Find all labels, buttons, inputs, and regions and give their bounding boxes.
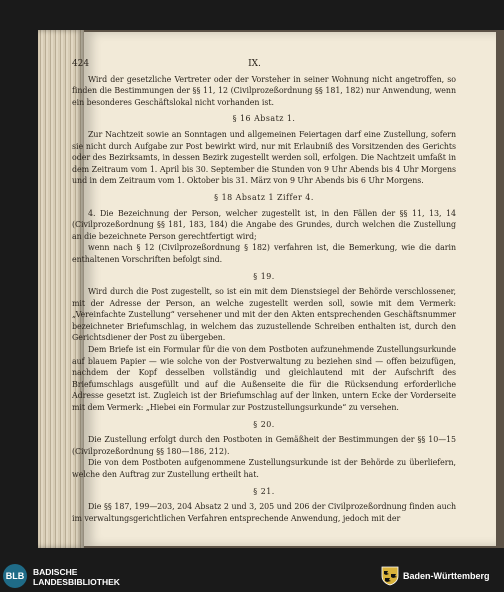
baden-wuerttemberg-emblem-icon (381, 566, 399, 586)
page-text (72, 59, 456, 524)
library-name-line2: LANDESBIBLIOTHEK (33, 577, 120, 587)
library-name[interactable] (33, 567, 120, 587)
page-header (72, 59, 456, 71)
blb-logo-icon[interactable] (3, 564, 27, 588)
heading-16: § 16 Absatz 1. (232, 114, 296, 124)
blb-logo-text: BLB (5, 571, 25, 581)
section-number: IX. (248, 59, 261, 69)
heading-19: § 19. (253, 271, 275, 281)
paragraph-20-a: Die Zustellung erfolgt durch den Postboten in Gemäßheit der Bestimmungen der §§ 10—15 (Civilprozeßordnung §§ 180—186, 212). (72, 435, 456, 456)
library-name-line1: BADISCHE (33, 567, 78, 577)
viewer-footer (0, 560, 504, 592)
paragraph-16: Zur Nachtzeit sowie an Sonntagen und allgemeinen Feiertagen darf eine Zustellung, sofern sie nicht durch Aufgabe zur Post bewirkt wird, nur mit Erlaubniß des Vorsitzenden des Gerichts oder des Bezirksamts, in dessen Bezirk zugestellt werden soll, erfolgen. Die Nachtzeit umfaßt in dem Zeitraum vom 1. April bis 30. September die Stunden von 9 Uhr Abends bis 4 Uhr Morgens und in dem Zeitraum vom 1. Oktober bis 31. März von 9 Uhr Abends bis 6 Uhr Morgens. (72, 129, 456, 186)
paragraph-19-b: Dem Briefe ist ein Formular für die von dem Postboten aufzunehmende Zustellungsurkunde auf blauem Papier — wie solche von der Postverwaltung zu beziehen sind — offen beizufügen, nachdem der Kopf desselben vollständig und gleichlautend mit der Aufschrift des Briefumschlags ausgefüllt und auf die Außenseite die für die Rücksendung erforderliche Adresse gesetzt ist. Zugleich ist der Briefumschlag auf der linken, untern Ecke der Vorderseite mit dem Vermerk: „Hiebei ein Formular zur Postzustellungsurkunde“ zu versehen. (72, 345, 456, 413)
heading-18: § 18 Absatz 1 Ziffer 4. (214, 192, 314, 202)
page-number: 424 (72, 59, 90, 69)
paragraph-20-b: Die von dem Postboten aufgenommene Zustellungsurkunde ist der Behörde zu überliefern, welche den Auftrag zur Zustellung ertheilt hat. (72, 458, 456, 479)
paragraph-19-a: Wird durch die Post zugestellt, so ist ein mit dem Dienstsiegel der Behörde verschlossener, mit der Adresse der Person, an welche zugestellt werden soll, sowie mit dem Vermerk: „Vereinfachte Zustellung“ versehener und mit der den Akten entsprechenden Geschäftsnummer bezeichneter Briefumschlag, in welchem das zuzustellende Schreiben enthalten ist, durch den Gerichtsdiener der Post zu übergeben. (72, 287, 456, 343)
heading-20: § 20. (253, 419, 275, 429)
paragraph-18-cont: wenn nach § 12 (Civilprozeßordnung § 182) verfahren ist, die Bemerkung, wie die darin enthaltenen Vorschriften befolgt sind. (72, 243, 456, 264)
state-name[interactable]: Baden-Württemberg (403, 571, 490, 581)
intro-paragraph: Wird der gesetzliche Vertreter oder der Vorsteher in seiner Wohnung nicht angetroffen, so finden die Bestimmungen der §§ 11, 12 (Civilprozeßordnung §§ 181, 182) nur Anwendung, wenn ein besonderes Geschäftslokal nicht vorhanden ist. (72, 74, 456, 107)
heading-21: § 21. (253, 486, 275, 496)
paragraph-21: Die §§ 187, 199—203, 204 Absatz 2 und 3, 205 und 206 der Civilprozeßordnung finden auch im verwaltungsgerichtlichen Verfahren entsprechende Anwendung, jedoch mit der (72, 502, 456, 523)
paragraph-18-item4: 4. Die Bezeichnung der Person, welcher zugestellt ist, in den Fällen der §§ 11, 13, 14 (Civilprozeßordnung §§ 181, 183, 184) die Angabe des Grundes, durch welchen die Zustellung an die bezeichnete Person gerechtfertigt wird; (72, 208, 456, 241)
